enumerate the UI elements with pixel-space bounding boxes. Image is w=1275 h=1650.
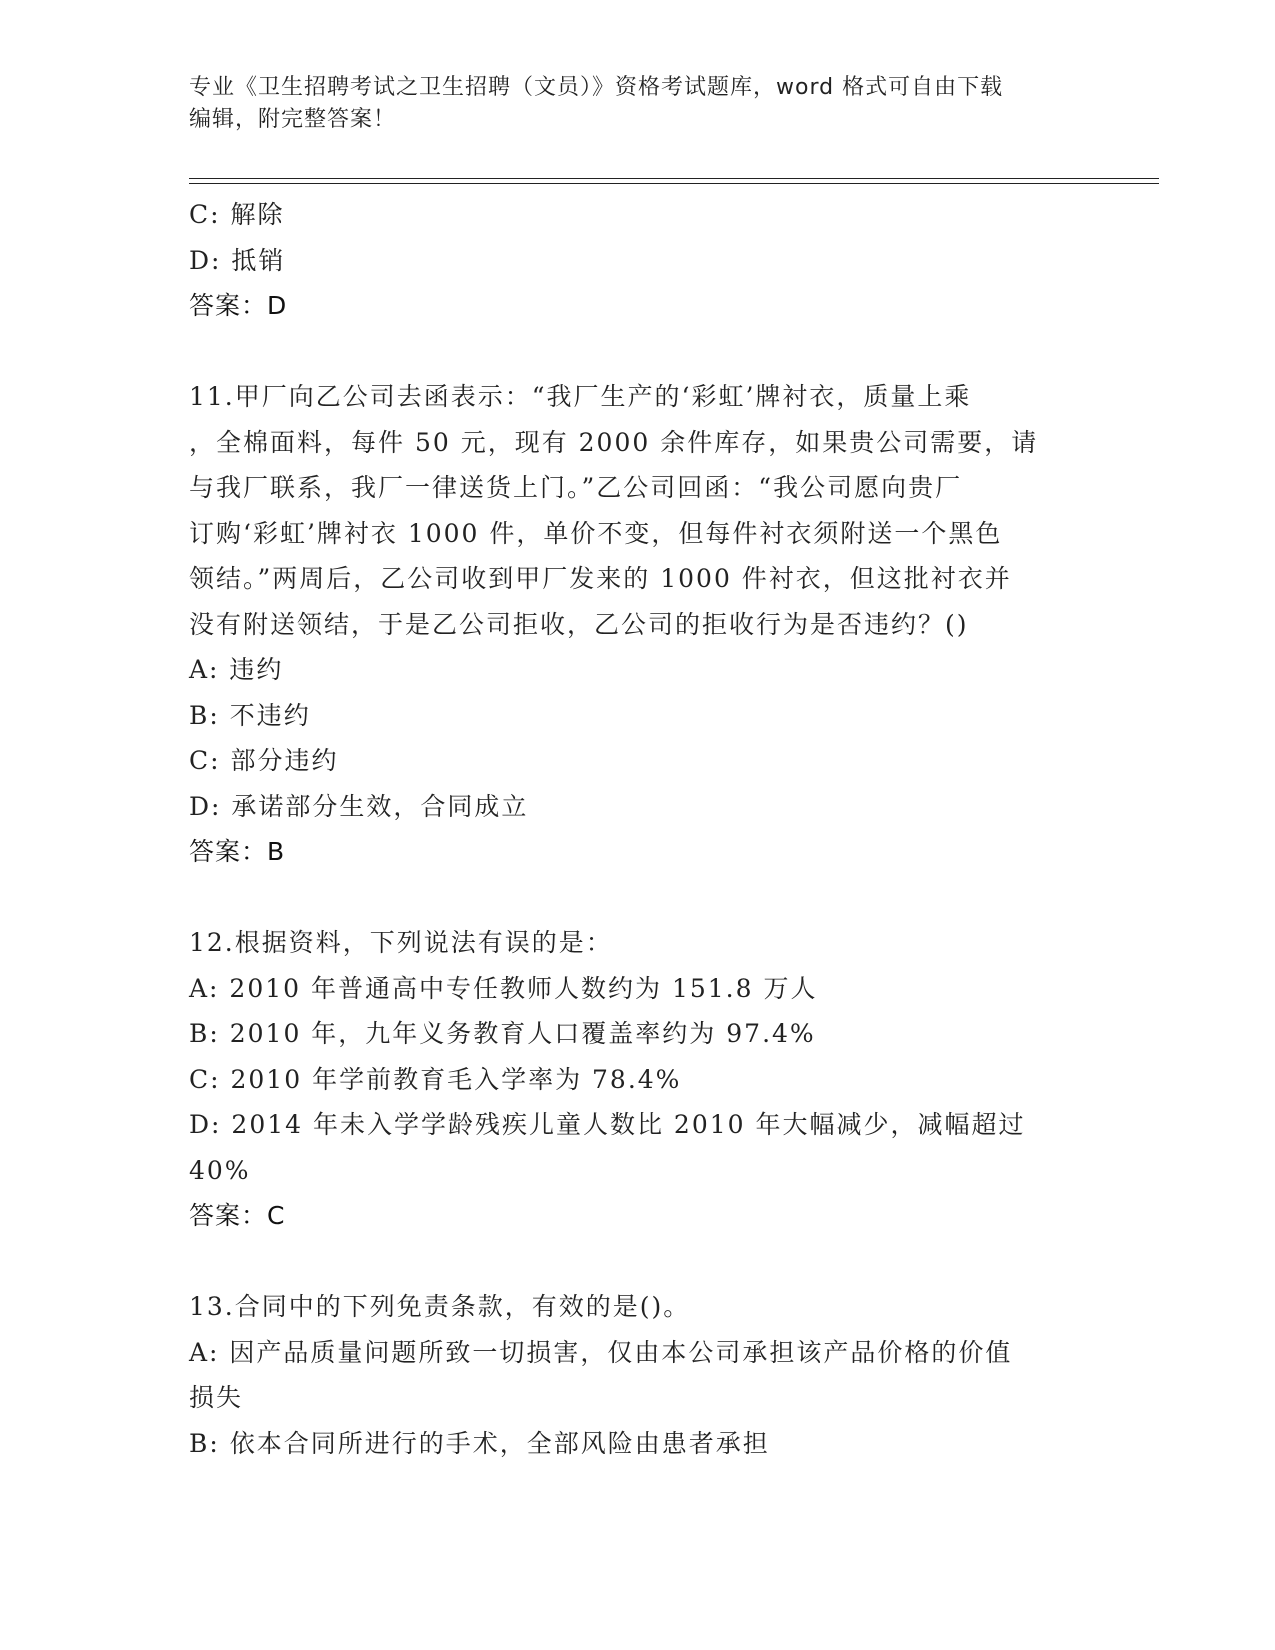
q13-option-a-line-2: 损失 — [189, 1383, 244, 1412]
document-header — [189, 72, 1069, 136]
q12-option-d-line-2: 40% — [189, 1155, 251, 1185]
q11-text-line-3: 与我厂联系，我厂一律送货上门。”乙公司回函：“我公司愿向贵厂 — [189, 473, 963, 502]
q13-question: 13.合同中的下列免责条款，有效的是()。 — [189, 1292, 691, 1321]
header-line-2: 编辑，附完整答案！ — [189, 107, 397, 132]
q11-text-line-5: 领结。”两周后，乙公司收到甲厂发来的 1000 件衬衣，但这批衬衣并 — [189, 564, 1012, 593]
spacer — [189, 875, 1089, 921]
header-divider-top — [189, 178, 1159, 179]
header-line-1: 专业《卫生招聘考试之卫生招聘（文员）》资格考试题库，word 格式可自由下载 — [189, 75, 1004, 100]
q12-question: 12.根据资料，下列说法有误的是： — [189, 928, 613, 957]
q11-option-b: B: 不违约 — [189, 700, 311, 730]
q11-option-c: C: 部分违约 — [189, 746, 339, 775]
q11-option-d: D: 承诺部分生效，合同成立 — [189, 791, 529, 821]
q12-option-a: A: 2010 年普通高中专任教师人数约为 151.8 万人 — [189, 973, 818, 1003]
q12-option-d-line-1: D: 2014 年未入学学龄残疾儿童人数比 2010 年大幅减少，减幅超过 — [189, 1110, 1026, 1139]
q10-option-d: D: 抵销 — [189, 245, 286, 275]
q11-answer: 答案：B — [189, 837, 286, 866]
q12-answer: 答案：C — [189, 1201, 286, 1230]
header-divider-bottom — [189, 183, 1159, 184]
q11-text-line-2: ，全棉面料，每件 50 元，现有 2000 余件库存，如果贵公司需要，请 — [189, 427, 1039, 457]
spacer — [189, 329, 1089, 375]
spacer — [189, 1239, 1089, 1285]
q12-option-c: C: 2010 年学前教育毛入学率为 78.4% — [189, 1064, 682, 1094]
q11-text-line-1: 11.甲厂向乙公司去函表示：“我厂生产的‘彩虹’牌衬衣，质量上乘 — [189, 382, 972, 411]
q12-option-b: B: 2010 年，九年义务教育人口覆盖率约为 97.4% — [189, 1019, 816, 1048]
q11-text-line-6: 没有附送领结，于是乙公司拒收，乙公司的拒收行为是否违约？() — [189, 609, 969, 639]
q10-option-c: C: 解除 — [189, 200, 285, 229]
question-content — [189, 192, 1089, 1466]
q11-text-line-4: 订购‘彩虹’牌衬衣 1000 件，单价不变，但每件衬衣须附送一个黑色 — [189, 518, 1003, 548]
q13-option-b: B: 依本合同所进行的手术，全部风险由患者承担 — [189, 1428, 770, 1458]
q10-answer: 答案：D — [189, 291, 288, 320]
q13-option-a-line-1: A: 因产品质量问题所致一切损害，仅由本公司承担该产品价格的价值 — [189, 1337, 1013, 1367]
q11-option-a: A: 违约 — [189, 655, 284, 684]
